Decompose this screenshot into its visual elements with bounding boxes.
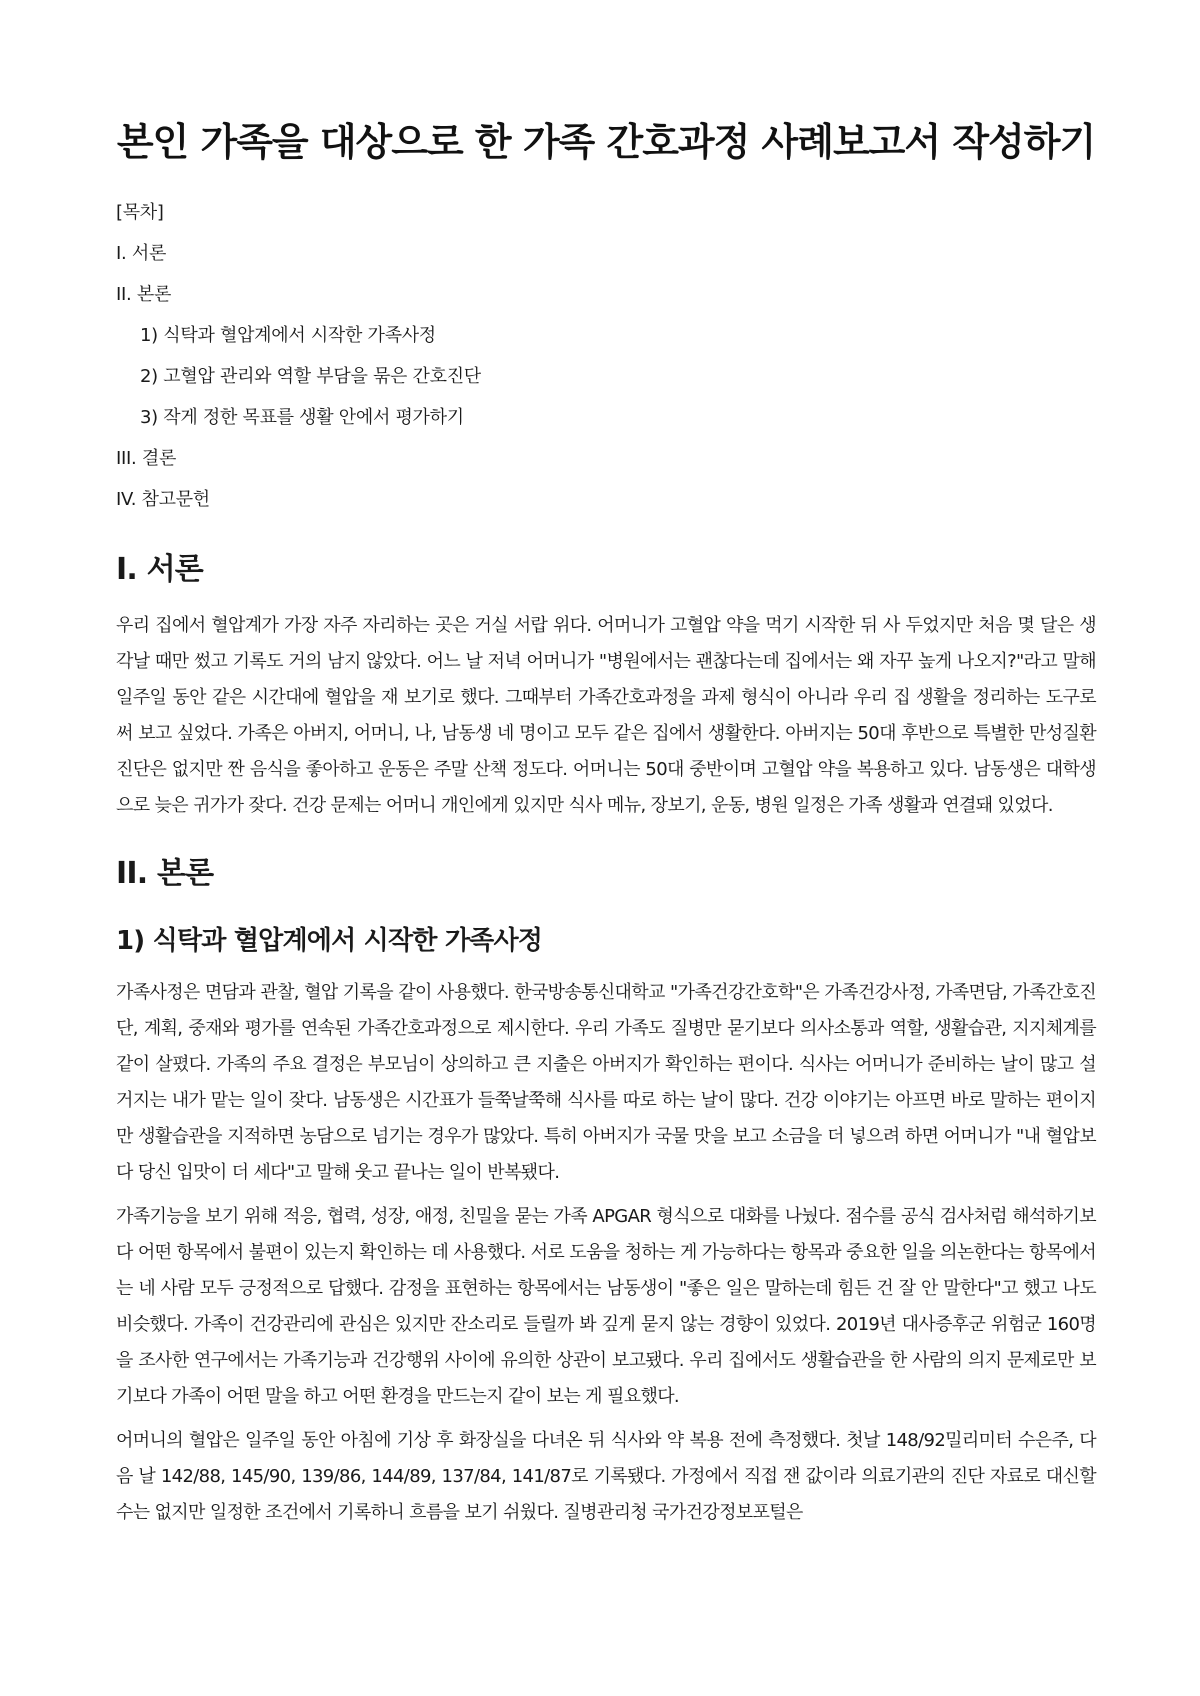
- toc-item-body-2: 2) 고혈압 관리와 역할 부담을 묶은 간호진단: [140, 365, 481, 387]
- body-paragraph: 가족사정은 면담과 관찰, 혈압 기록을 같이 사용했다. 한국방송통신대학교 "가족건강간호학"은 가족건강사정, 가족면담, 가족간호진단, 계획, 중재와 평가를 연속된 가족간호과정으로 제시한다. 우리 가족도 질병만 묻기보다 의사소통과 역할, 생활습관, 지지체계를 같이 살폈다. 가족의 주요 결정은 부모님이 상의하고 큰 지출은 아버지가 확인하는 편이다. 식사는 어머니가 준비하는 날이 많고 설거지는 내가 맡는 일이 잦다. 남동생은 시간표가 들쭉날쭉해 식사를 따로 하는 날이 많다. 건강 이야기는 아프면 바로 말하는 편이지만 생활습관을 지적하면 농담으로 넘기는 경우가 많았다. 특히 아버지가 국물 맛을 보고 소금을 더 넣으려 하면 어머니가 "내 혈압보다 당신 입맛이 더 세다"고 말해 웃고 끝나는 일이 반복됐다.: [116, 981, 1096, 1183]
- body-paragraph: 어머니의 혈압은 일주일 동안 아침에 기상 후 화장실을 다녀온 뒤 식사와 약 복용 전에 측정했다. 첫날 148/92밀리미터 수은주, 다음 날 142/88, 145/90, 139/86, 144/89, 137/84, 141/87로 기록됐다. 가정에서 직접 잰 값이라 의료기관의 진단 자료로 대신할 수는 없지만 일정한 조건에서 기록하니 흐름을 보기 쉬웠다. 질병관리청 국가건강정보포털은: [116, 1429, 1096, 1523]
- table-of-contents: [116, 192, 1096, 520]
- subsection-heading-family-assessment: 1) 식탁과 혈압계에서 시작한 가족사정: [116, 925, 543, 956]
- toc-item-body-3: 3) 작게 정한 목표를 생활 안에서 평가하기: [140, 406, 464, 428]
- toc-item-body: II. 본론: [116, 283, 172, 305]
- body-paragraph: 가족기능을 보기 위해 적응, 협력, 성장, 애정, 친밀을 묻는 가족 APGAR 형식으로 대화를 나눴다. 점수를 공식 검사처럼 해석하기보다 어떤 항목에서 불편이 있는지 확인하는 데 사용했다. 서로 도움을 청하는 게 가능하다는 항목과 중요한 일을 의논한다는 항목에서는 네 사람 모두 긍정적으로 답했다. 감정을 표현하는 항목에서는 남동생이 "좋은 일은 말하는데 힘든 건 잘 안 말한다"고 했고 나도 비슷했다. 가족이 건강관리에 관심은 있지만 잔소리로 들릴까 봐 깊게 묻지 않는 경향이 있었다. 2019년 대사증후군 위험군 160명을 조사한 연구에서는 가족기능과 건강행위 사이에 유의한 상관이 보고됐다. 우리 집에서도 생활습관을 한 사람의 의지 문제로만 보기보다 가족이 어떤 말을 하고 어떤 환경을 만드는지 같이 보는 게 필요했다.: [116, 1205, 1096, 1407]
- toc-item-intro: I. 서론: [116, 242, 167, 264]
- section-heading-body: II. 본론: [116, 855, 214, 891]
- section-heading-intro: I. 서론: [116, 551, 203, 587]
- document-title: 본인 가족을 대상으로 한 가족 간호과정 사례보고서 작성하기: [116, 120, 1096, 164]
- toc-item-conclusion: III. 결론: [116, 447, 177, 469]
- toc-item-references: IV. 참고문헌: [116, 488, 210, 510]
- intro-paragraph: 우리 집에서 혈압계가 가장 자주 자리하는 곳은 거실 서랍 위다. 어머니가 고혈압 약을 먹기 시작한 뒤 사 두었지만 처음 몇 달은 생각날 때만 썼고 기록도 거의 남지 않았다. 어느 날 저녁 어머니가 "병원에서는 괜찮다는데 집에서는 왜 자꾸 높게 나오지?"라고 말해 일주일 동안 같은 시간대에 혈압을 재 보기로 했다. 그때부터 가족간호과정을 과제 형식이 아니라 우리 집 생활을 정리하는 도구로 써 보고 싶었다. 가족은 아버지, 어머니, 나, 남동생 네 명이고 모두 같은 집에서 생활한다. 아버지는 50대 후반으로 특별한 만성질환 진단은 없지만 짠 음식을 좋아하고 운동은 주말 산책 정도다. 어머니는 50대 중반이며 고혈압 약을 복용하고 있다. 남동생은 대학생으로 늦은 귀가가 잦다. 건강 문제는 어머니 개인에게 있지만 식사 메뉴, 장보기, 운동, 병원 일정은 가족 생활과 연결돼 있었다.: [116, 614, 1096, 816]
- toc-item-body-1: 1) 식탁과 혈압계에서 시작한 가족사정: [140, 324, 436, 346]
- toc-heading: [목차]: [116, 201, 164, 223]
